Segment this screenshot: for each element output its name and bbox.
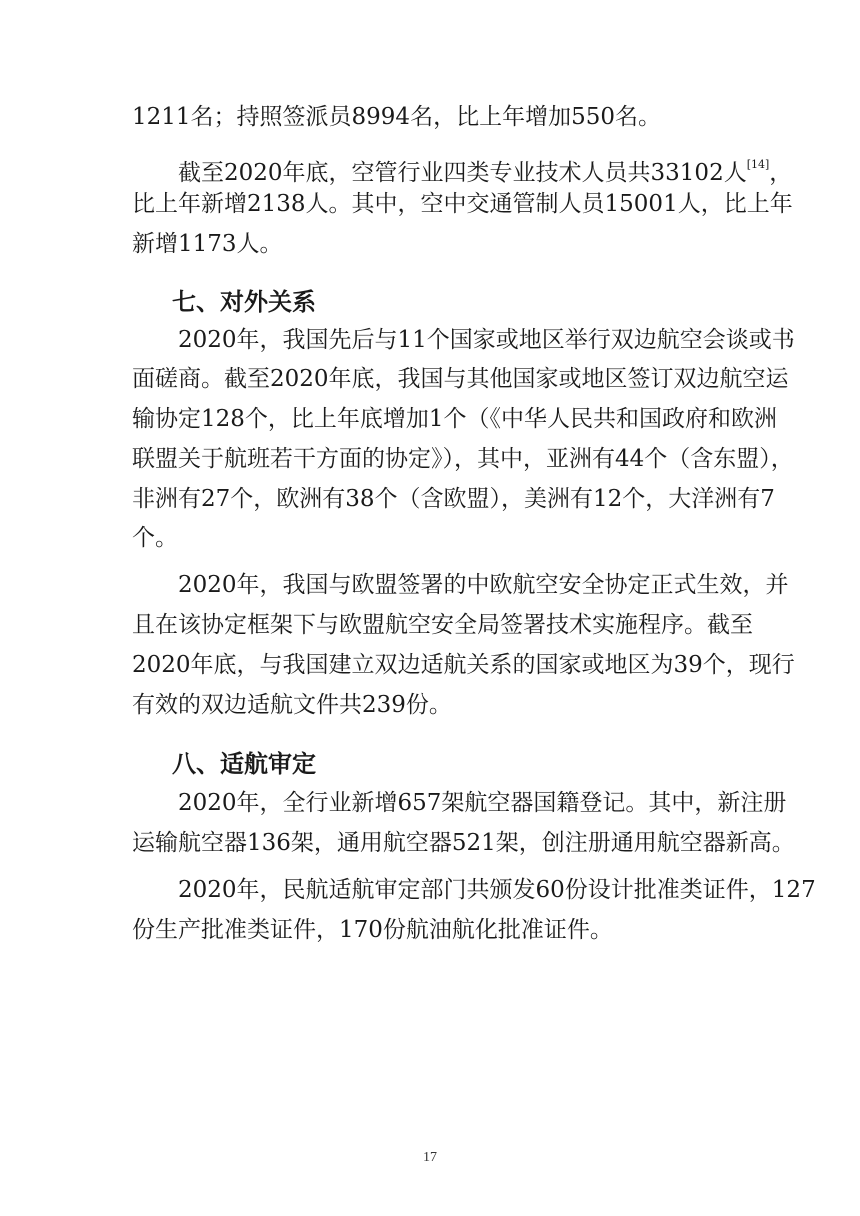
paragraph-line: 2020年底，与我国建立双边适航关系的国家或地区为39个，现行 [132,652,795,678]
paragraph-line: 且在该协定框架下与欧盟航空安全局签署技术实施程序。截至 [132,612,753,638]
paragraph-line: 运输航空器136架，通用航空器521架，创注册通用航空器新高。 [132,830,795,856]
paragraph-text: 截至2020年底，空管行业四类专业技术人员共33102人 [178,160,747,186]
page-number: 17 [423,1150,437,1165]
paragraph-line: 新增1173人。 [132,231,283,257]
paragraph-line: 个。 [132,525,178,551]
paragraph-line: 2020年，我国与欧盟签署的中欧航空安全协定正式生效，并 [178,572,789,598]
paragraph-line [178,150,793,188]
paragraph-line: 非洲有27个，欧洲有38个（含欧盟），美洲有12个，大洋洲有7 [132,486,775,512]
section-heading: 八、适航审定 [172,750,316,778]
paragraph-line: 输协定128个，比上年底增加1个（《中华人民共和国政府和欧洲 [132,406,778,432]
paragraph-line: 2020年，民航适航审定部门共颁发60份设计批准类证件，127 [178,877,816,903]
section-heading: 七、对外关系 [172,288,316,316]
paragraph-line: 1211名；持照签派员8994名，比上年增加550名。 [132,104,661,130]
paragraph-line: 联盟关于航班若干方面的协定》），其中，亚洲有44个（含东盟）， [132,446,794,472]
paragraph-line: 比上年新增2138人。其中，空中交通管制人员15001人，比上年 [132,191,793,217]
footnote-reference: [14] [746,158,770,171]
paragraph-line: 有效的双边适航文件共239份。 [132,692,452,718]
paragraph-line: 2020年，全行业新增657架航空器国籍登记。其中，新注册 [178,790,787,816]
paragraph-line: 份生产批准类证件，170份航油航化批准证件。 [132,917,613,943]
paragraph-line: 2020年，我国先后与11个国家或地区举行双边航空会谈或书 [178,327,795,353]
paragraph-text: ， [769,160,793,186]
paragraph-line: 面磋商。截至2020年底，我国与其他国家或地区签订双边航空运 [132,366,789,392]
